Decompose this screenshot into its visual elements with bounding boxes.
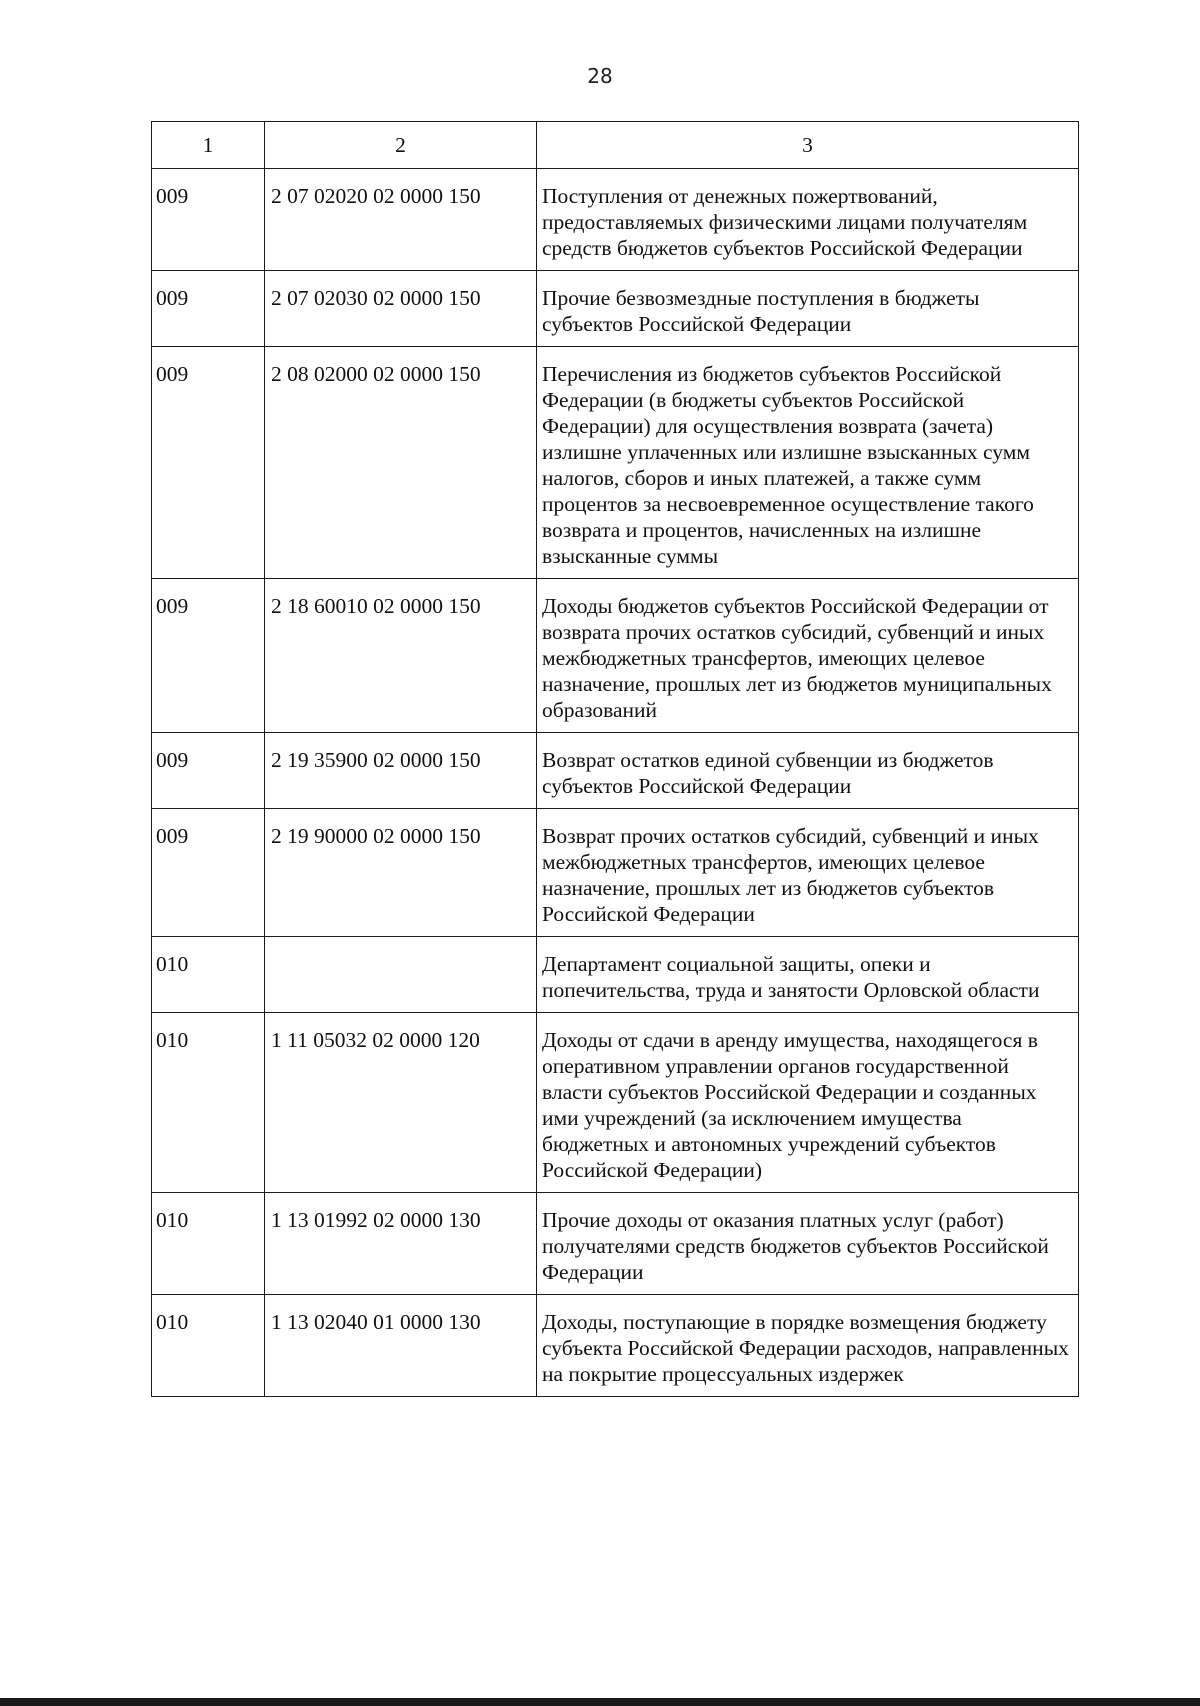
admin-code-cell: 009 bbox=[156, 286, 189, 310]
description-cell: Перечисления из бюджетов субъектов Российской Федерации (в бюджеты субъектов Российской Федерации) для осуществления возврата (зачета) излишне уплаченных или излишне взысканных сумм налогов, сборов и иных платежей, а также сумм процентов за несвоевременное осуществление такого возврата и процентов, начисленных на излишне взысканные суммы bbox=[542, 362, 1034, 568]
description-cell: Возврат остатков единой субвенции из бюджетов субъектов Российской Федерации bbox=[542, 748, 994, 798]
admin-code-cell: 010 bbox=[156, 1028, 189, 1052]
column-header-3: 3 bbox=[537, 122, 1079, 169]
page-number: 28 bbox=[587, 64, 613, 88]
admin-code-cell: 010 bbox=[156, 1208, 189, 1232]
description-cell: Доходы бюджетов субъектов Российской Федерации от возврата прочих остатков субсидий, субвенций и иных межбюджетных трансфертов, имеющих целевое назначение, прошлых лет из бюджетов муниципальных образований bbox=[542, 594, 1052, 722]
table-row bbox=[152, 271, 1079, 347]
table-row bbox=[152, 169, 1079, 271]
description-cell: Доходы, поступающие в порядке возмещения бюджету субъекта Российской Федерации расходов, направленных на покрытие процессуальных издержек bbox=[542, 1310, 1069, 1386]
description-cell: Доходы от сдачи в аренду имущества, находящегося в оперативном управлении органов государственной власти субъектов Российской Федерации и созданных ими учреждений (за исключением имущества бюджетных и автономных учреждений субъектов Российской Федерации) bbox=[542, 1028, 1038, 1182]
revenue-code-cell: 2 19 90000 02 0000 150 bbox=[271, 824, 481, 848]
table-row bbox=[152, 579, 1079, 733]
table-row bbox=[152, 733, 1079, 809]
revenue-code-cell bbox=[265, 937, 536, 960]
admin-code-cell: 009 bbox=[156, 748, 189, 772]
revenue-code-cell: 1 11 05032 02 0000 120 bbox=[271, 1028, 480, 1052]
description-cell: Возврат прочих остатков субсидий, субвенций и иных межбюджетных трансфертов, имеющих целевое назначение, прошлых лет из бюджетов субъектов Российской Федерации bbox=[542, 824, 1039, 926]
table-row bbox=[152, 809, 1079, 937]
header-row bbox=[152, 122, 1079, 169]
description-cell: Департамент социальной защиты, опеки и попечительства, труда и занятости Орловской области bbox=[542, 952, 1040, 1002]
admin-code-cell: 010 bbox=[156, 952, 189, 976]
scan-edge-divider bbox=[0, 1698, 1200, 1706]
table-row bbox=[152, 1193, 1079, 1295]
admin-code-cell: 009 bbox=[156, 594, 189, 618]
admin-code-cell: 009 bbox=[156, 824, 189, 848]
budget-codes-table bbox=[151, 121, 1079, 1397]
admin-code-cell: 009 bbox=[156, 362, 189, 386]
table-row bbox=[152, 347, 1079, 579]
admin-code-cell: 010 bbox=[156, 1310, 189, 1334]
table-row bbox=[152, 937, 1079, 1013]
description-cell: Прочие безвозмездные поступления в бюджеты субъектов Российской Федерации bbox=[542, 286, 980, 336]
revenue-code-cell: 1 13 02040 01 0000 130 bbox=[271, 1310, 481, 1334]
table-row bbox=[152, 1295, 1079, 1397]
revenue-code-cell: 2 08 02000 02 0000 150 bbox=[271, 362, 481, 386]
admin-code-cell: 009 bbox=[156, 184, 189, 208]
revenue-code-cell: 2 18 60010 02 0000 150 bbox=[271, 594, 481, 618]
revenue-code-cell: 1 13 01992 02 0000 130 bbox=[271, 1208, 481, 1232]
column-header-1: 1 bbox=[152, 122, 265, 169]
description-cell: Поступления от денежных пожертвований, предоставляемых физическими лицами получателям средств бюджетов субъектов Российской Федерации bbox=[542, 184, 1028, 260]
revenue-code-cell: 2 19 35900 02 0000 150 bbox=[271, 748, 481, 772]
column-header-2: 2 bbox=[265, 122, 537, 169]
revenue-code-cell: 2 07 02030 02 0000 150 bbox=[271, 286, 481, 310]
description-cell: Прочие доходы от оказания платных услуг (работ) получателями средств бюджетов субъектов Российской Федерации bbox=[542, 1208, 1049, 1284]
revenue-code-cell: 2 07 02020 02 0000 150 bbox=[271, 184, 481, 208]
table-row bbox=[152, 1013, 1079, 1193]
